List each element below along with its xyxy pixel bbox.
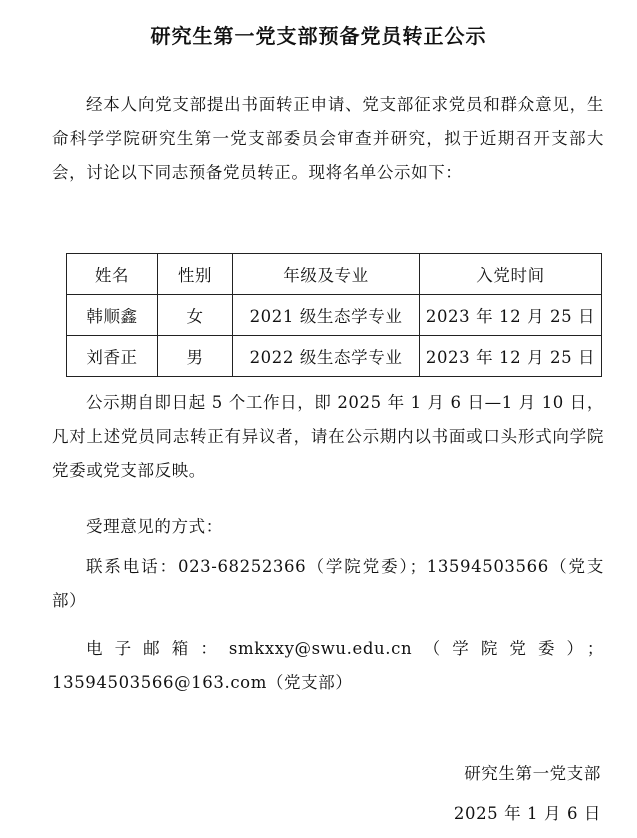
cell-gender: 女: [158, 295, 233, 336]
cell-grade-major: 2021 级生态学专业: [233, 295, 420, 336]
table-row: [67, 295, 602, 336]
cell-name: 刘香正: [67, 336, 158, 377]
page-title: 研究生第一党支部预备党员转正公示: [150, 24, 487, 48]
contact-email: 电子邮箱：smkxxy@swu.edu.cn（学院党委）；13594503566@163.com（党支部）: [52, 639, 604, 692]
cell-grade-major: 2022 级生态学专业: [233, 336, 420, 377]
notice-period-paragraph: 公示期自即日起 5 个工作日，即 2025 年 1 月 6 日—1 月 10 日，凡对上述党员同志转正有异议者，请在公示期内以书面或口头形式向学院党委或党支部反映。: [52, 393, 604, 480]
cell-join-date: 2023 年 12 月 25 日: [420, 295, 602, 336]
header-grade-major: 年级及专业: [233, 254, 420, 295]
cell-gender: 男: [158, 336, 233, 377]
feedback-heading: 受理意见的方式：: [86, 517, 223, 536]
table-header-row: [67, 254, 602, 295]
header-join-date: 入党时间: [420, 254, 602, 295]
candidate-table: [66, 253, 602, 377]
cell-join-date: 2023 年 12 月 25 日: [420, 336, 602, 377]
intro-paragraph: 经本人向党支部提出书面转正申请、党支部征求党员和群众意见，生命科学学院研究生第一党支部委员会审查并研究，拟于近期召开支部大会，讨论以下同志预备党员转正。现将名单公示如下：: [52, 95, 604, 182]
header-name: 姓名: [67, 254, 158, 295]
contact-phone: 联系电话：023-68252366（学院党委）；13594503566（党支部）: [52, 557, 604, 610]
table-row: [67, 336, 602, 377]
signature-org: 研究生第一党支部: [464, 764, 601, 783]
signature-date: 2025 年 1 月 6 日: [453, 804, 601, 823]
cell-name: 韩顺鑫: [67, 295, 158, 336]
header-gender: 性别: [158, 254, 233, 295]
